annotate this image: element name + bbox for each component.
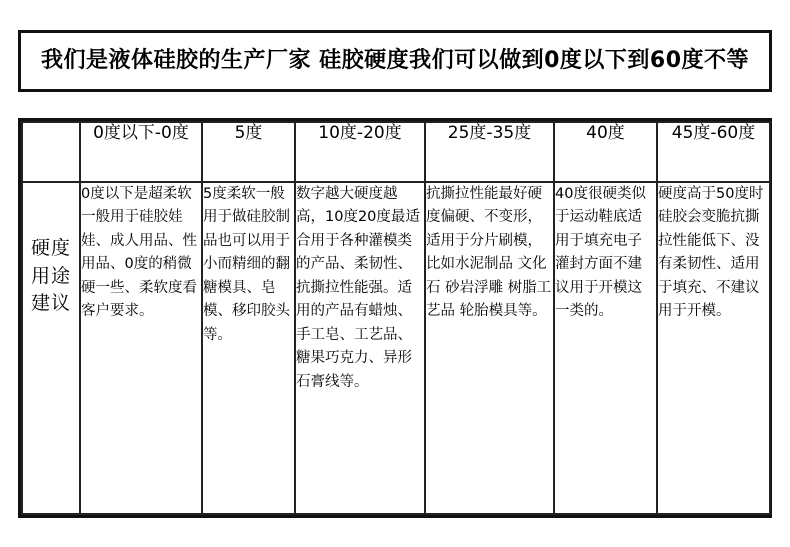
title-text: 我们是液体硅胶的生产厂家 硅胶硬度我们可以做到0度以下到60度不等: [40, 47, 750, 73]
cell-content-4: 40度很硬类似于运动鞋底适用于填充电子灌封方面不建议用于开模这一类的。: [554, 182, 657, 514]
hardness-usage-table: [18, 118, 772, 518]
column-header-1: 5度: [202, 122, 295, 182]
table-row: [22, 182, 770, 514]
table-body: [22, 182, 770, 514]
column-header-0: 0度以下-0度: [80, 122, 202, 182]
cell-content-0: 0度以下是超柔软一般用于硅胶娃娃、成人用品、性用品、0度的稍微硬一些、柔软度看客户要求。: [80, 182, 202, 514]
header-corner-blank: [22, 122, 80, 182]
column-header-3: 25度-35度: [425, 122, 554, 182]
row-label-text: 硬度用途建议: [30, 237, 71, 315]
column-header-4: 40度: [554, 122, 657, 182]
row-label-cell: [22, 182, 80, 514]
column-header-2: 10度-20度: [295, 122, 425, 182]
table-header-row: [22, 122, 770, 182]
column-header-5: 45度-60度: [657, 122, 770, 182]
table: [21, 121, 771, 515]
cell-content-5: 硬度高于50度时硅胶会变脆抗撕拉性能低下、没有柔韧性、适用于填充、不建议用于开模。: [657, 182, 770, 514]
title-banner: [18, 30, 772, 92]
cell-content-1: 5度柔软一般用于做硅胶制品也可以用于小而精细的翻糖模具、皂模、移印胶头等。: [202, 182, 295, 514]
cell-content-3: 抗撕拉性能最好硬度偏硬、不变形，适用于分片刷模，比如水泥制品 文化石 砂岩浮雕 树脂工艺品 轮胎模具等。: [425, 182, 554, 514]
cell-content-2: 数字越大硬度越高，10度20度最适合用于各种灌模类的产品、柔韧性、抗撕拉性能强。适用的产品有蜡烛、手工皂、工艺品、糖果巧克力、异形石膏线等。: [295, 182, 425, 514]
